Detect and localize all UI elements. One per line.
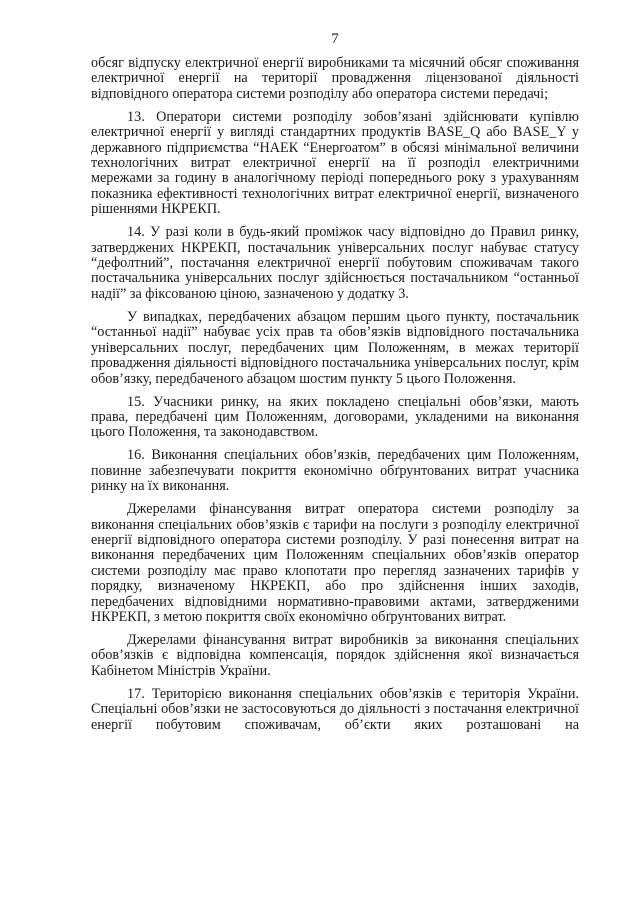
paragraph-16-dso-funding: Джерелами фінансування витрат оператора системи розподілу за виконання спеціальних обов’язків є тарифи на послуги з розподілу електричної енергії відповідного оператора системи розподілу. У разі понесення витрат на виконання передбачених цим Положенням спеціальних обов’язків оператор системи розподілу має право клопотати про перегляд зазначених тарифів у порядку, визначеному НКРЕКП, або про здійснення інших заходів, передбачених відповідними нормативно-правовими актами, затвердженими НКРЕКП, з метою покриття своїх економічно обґрунтованих витрат. bbox=[91, 501, 579, 625]
paragraph-15: 15. Учасники ринку, на яких покладено спеціальні обов’язки, мають права, передбачені цим Положенням, договорами, укладеними на виконання цього Положення, та законодавством. bbox=[91, 393, 579, 441]
paragraph-14-second: У випадках, передбачених абзацом першим цього пункту, постачальник “останньої надії” набуває усіх прав та обов’язків відповідного постачальника універсальних послуг, передбачених цим Положенням, в межах території провадження діяльності відповідного постачальника універсальних послуг, крім обов’язку, передбаченого абзацом шостим пункту 5 цього Положення. bbox=[91, 308, 579, 387]
page-number: 7 bbox=[331, 31, 339, 47]
paragraph-13: 13. Оператори системи розподілу зобов’язані здійснювати купівлю електричної енергії у вигляді стандартних продуктів BASE_Q або BASE_Y у державного підприємства “НАЕК “Енергоатом” в обсязі мінімальної величини технологічних витрат електричної енергії на її розподіл електричними мережами за годину в аналогічному періоді попереднього року з урахуванням показника ефективності технологічних витрат електричної енергії, визначеного рішеннями НКРЕКП. bbox=[91, 108, 579, 218]
document-page bbox=[91, 30, 579, 741]
paragraph-16-producer-funding: Джерелами фінансування витрат виробників за виконання спеціальних обов’язків є відповідна компенсація, порядок здійснення якої визначається Кабінетом Міністрів України. bbox=[91, 631, 579, 679]
paragraph-17: 17. Територією виконання спеціальних обов’язків є територія України. Спеціальні обов’язки не застосовуються до діяльності з постачання електричної енергії побутовим споживачам, об’єкти яких розташовані на bbox=[91, 685, 579, 733]
paragraph-16: 16. Виконання спеціальних обов’язків, передбачених цим Положенням, повинне забезпечувати покриття економічно обґрунтованих витрат учасника ринку на їх виконання. bbox=[91, 447, 579, 495]
paragraph-14: 14. У разі коли в будь-який проміжок часу відповідно до Правил ринку, затверджених НКРЕКП, постачальник універсальних послуг набуває статусу “дефолтний”, постачання електричної енергії побутовим споживачам такого постачальника універсальних послуг здійснюється постачальником “останньої надії” за фіксованою ціною, зазначеною у додатку 3. bbox=[91, 224, 579, 302]
paragraph-continued: обсяг відпуску електричної енергії виробниками та місячний обсяг споживання електричної енергії на території провадження ліцензованої діяльності відповідного оператора системи розподілу або оператора системи передачі; bbox=[91, 55, 579, 102]
